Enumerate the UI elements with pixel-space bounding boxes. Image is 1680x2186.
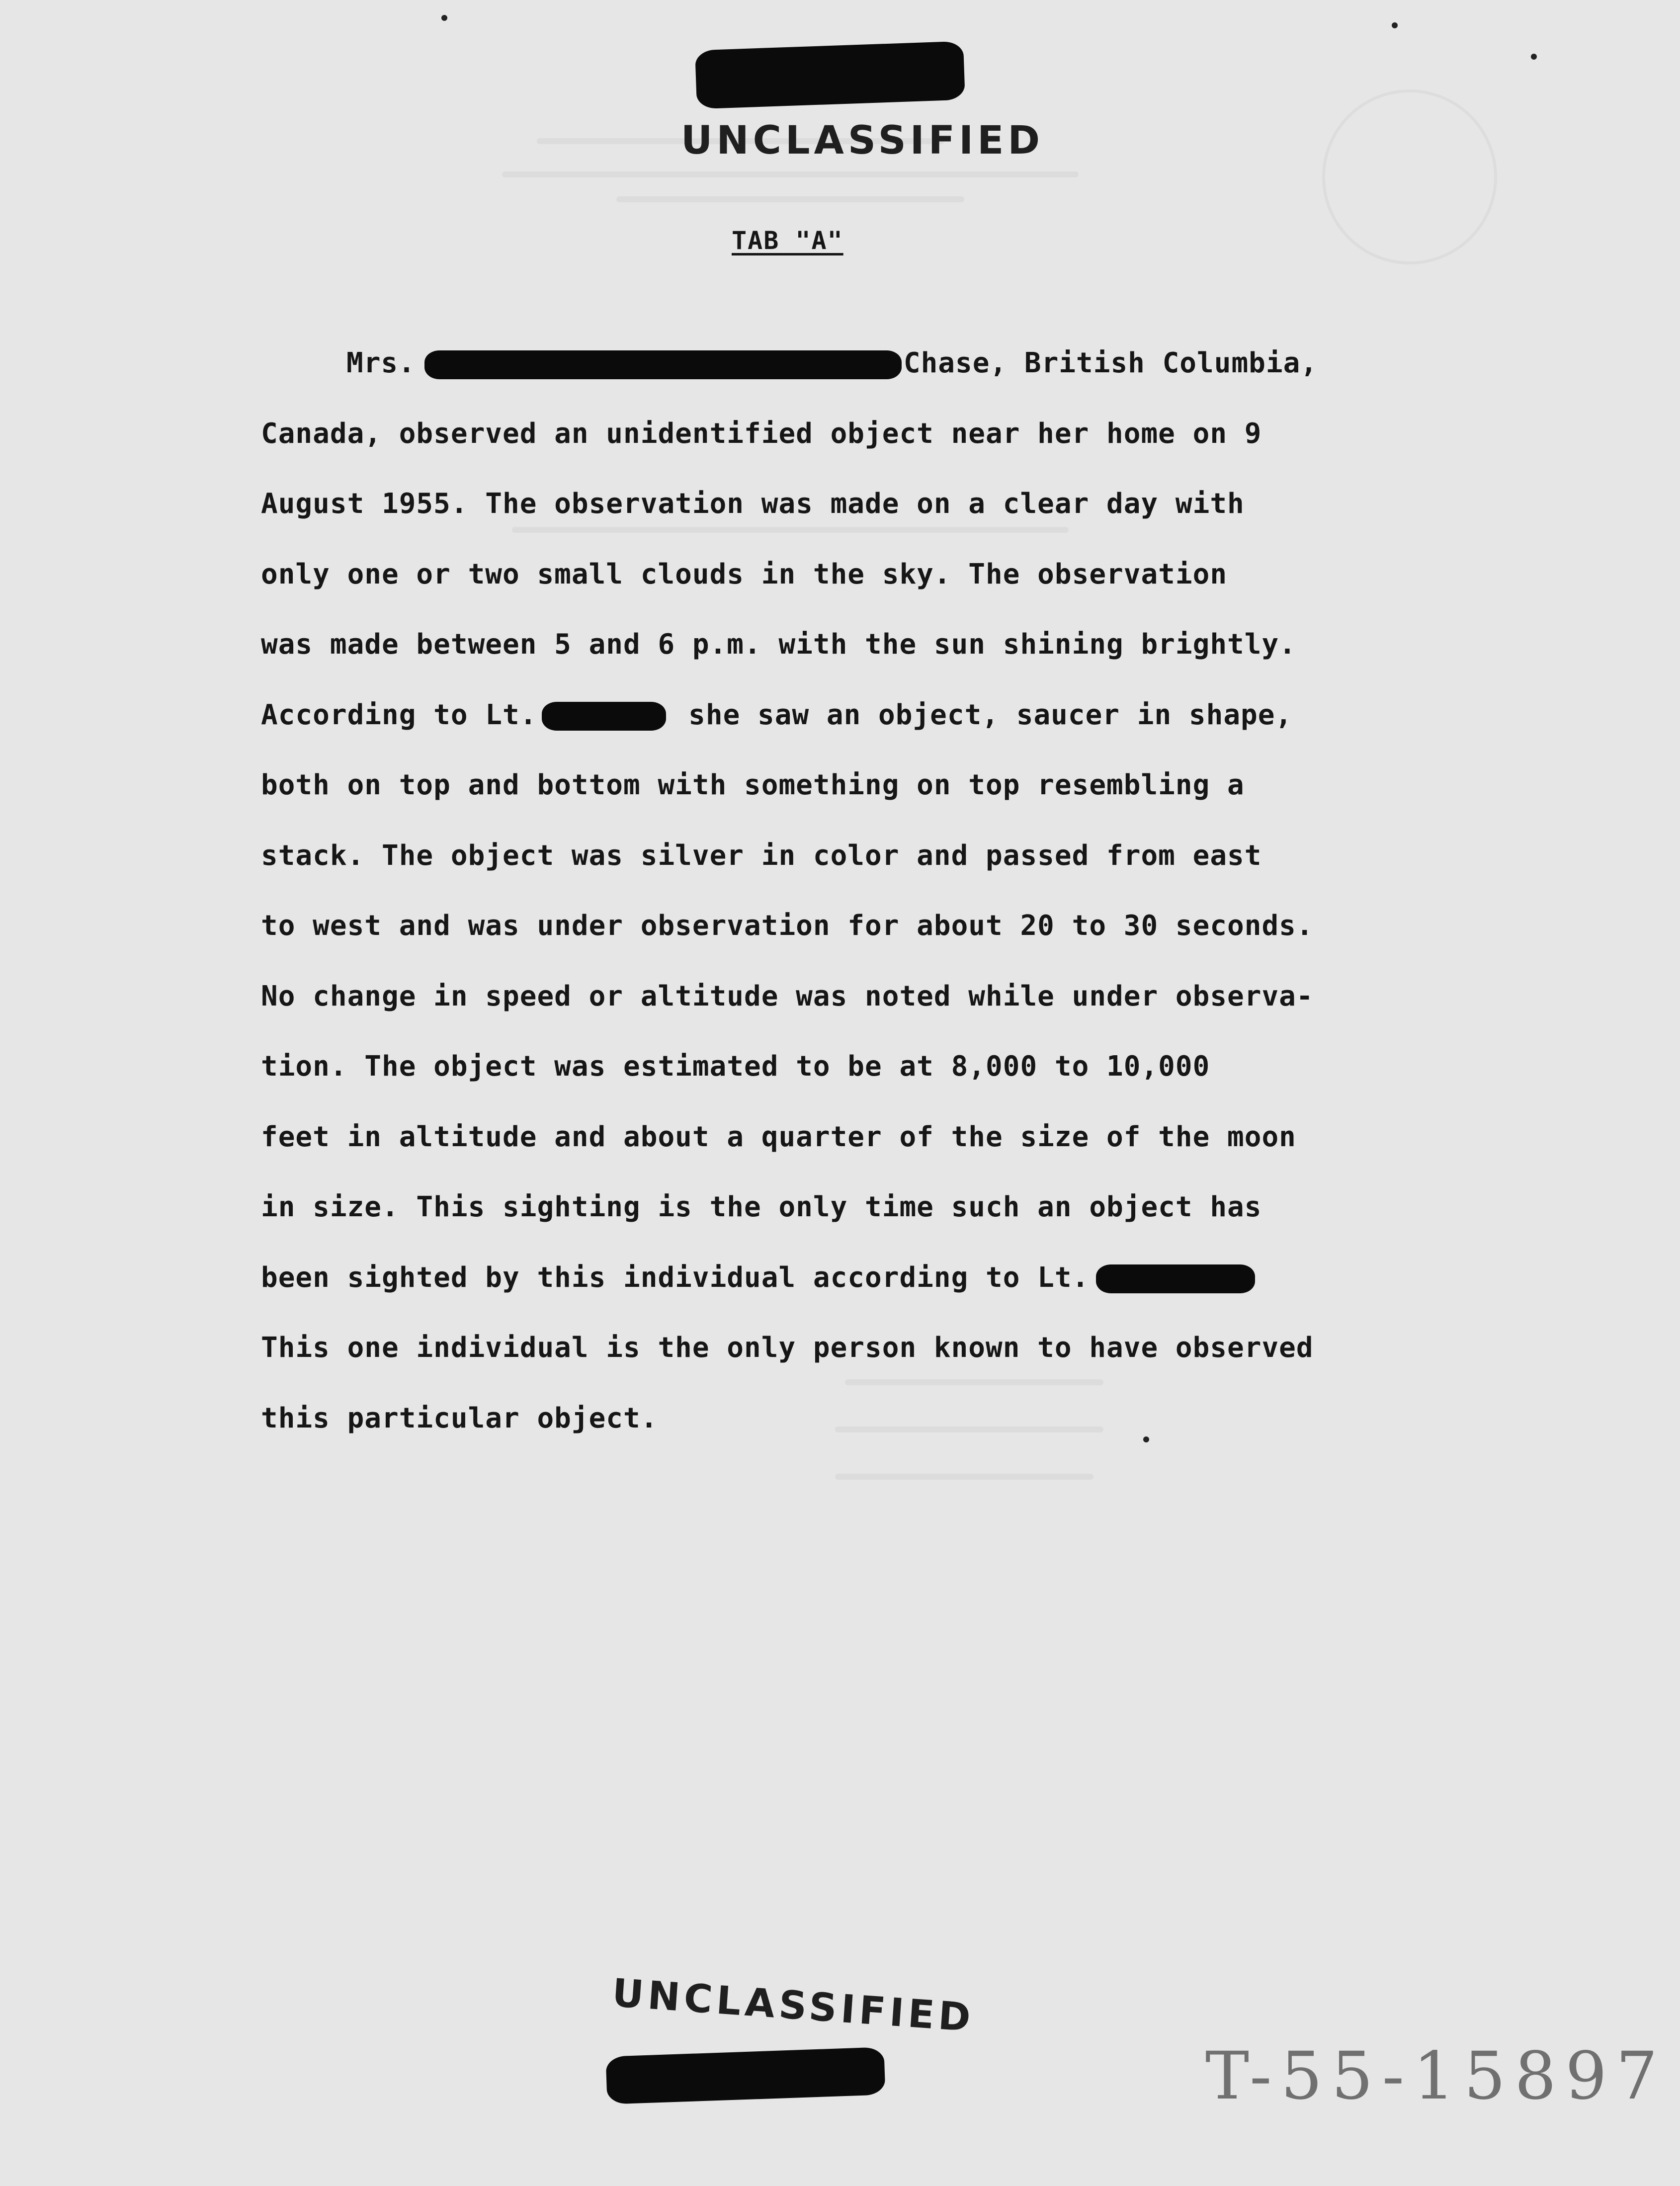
text-line: only one or two small clouds in the sky. The observation xyxy=(261,558,1228,590)
text-segment: been sighted by this individual according to Lt. xyxy=(261,1261,1090,1294)
text-segment: Chase, British Columbia, xyxy=(903,347,1318,379)
bleed-through-line xyxy=(616,196,964,202)
scan-speck xyxy=(1531,54,1537,60)
text-line: was made between 5 and 6 p.m. with the sun shining brightly. xyxy=(261,628,1296,661)
text-line: both on top and bottom with something on top resembling a xyxy=(261,769,1245,801)
text-line: This one individual is the only person known to have observed xyxy=(261,1332,1314,1364)
redaction-bar xyxy=(424,350,902,379)
redaction-bar-bottom xyxy=(605,2047,885,2104)
redaction-bar-top xyxy=(695,41,965,109)
scan-speck xyxy=(441,15,447,21)
text-line: No change in speed or altitude was noted while under observa- xyxy=(261,980,1314,1012)
scan-speck xyxy=(1143,1436,1149,1442)
document-number: T-55-15897 xyxy=(1205,2038,1667,2114)
classification-stamp-top: UNCLASSIFIED xyxy=(681,118,1044,163)
bleed-through-line xyxy=(502,171,1079,177)
text-line: in size. This sighting is the only time such an object has xyxy=(261,1191,1262,1223)
text-line: tion. The object was estimated to be at 8,000 to 10,000 xyxy=(261,1050,1210,1083)
page-heading: TAB "A" xyxy=(732,226,843,255)
text-line: stack. The object was silver in color and passed from east xyxy=(261,839,1262,872)
text-segment: she saw an object, saucer in shape, xyxy=(671,698,1293,731)
text-line xyxy=(261,328,1354,399)
body-paragraph xyxy=(261,328,1354,1453)
text-line: August 1955. The observation was made on a clear day with xyxy=(261,488,1245,520)
text-line xyxy=(261,1243,1354,1313)
text-line: this particular object. xyxy=(261,1402,658,1434)
text-line: feet in altitude and about a quarter of the size of the moon xyxy=(261,1120,1296,1153)
text-line: to west and was under observation for about 20 to 30 seconds. xyxy=(261,910,1314,942)
bleed-through-line xyxy=(835,1474,1093,1480)
text-segment: According to Lt. xyxy=(261,698,537,731)
redaction-bar xyxy=(542,702,666,731)
text-segment: Mrs. xyxy=(346,347,416,379)
bleed-through-seal xyxy=(1322,89,1497,264)
redaction-bar xyxy=(1096,1264,1255,1293)
text-line xyxy=(261,680,1354,751)
scan-speck xyxy=(1392,22,1398,28)
text-line: Canada, observed an unidentified object near her home on 9 xyxy=(261,417,1262,450)
classification-stamp-bottom: UNCLASSIFIED xyxy=(610,1971,976,2041)
